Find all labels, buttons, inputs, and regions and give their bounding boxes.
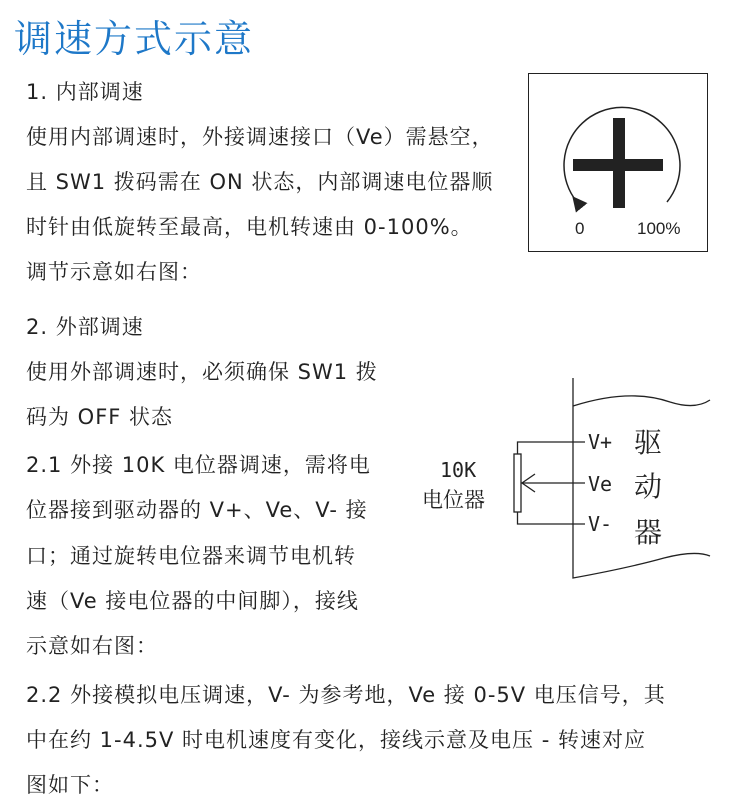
- terminal-ve: Ve: [588, 472, 613, 496]
- wire-vplus: [518, 442, 586, 454]
- section1-line-3: 时针由低旋转至最高，电机转速由 0-100%。: [26, 215, 473, 239]
- sub2-line-2: 中在约 1-4.5V 时电机速度有变化，接线示意及电压 - 转速对应: [26, 728, 646, 752]
- sub2-line-1: 2.2 外接模拟电压调速，V- 为参考地，Ve 接 0-5V 电压信号，其: [26, 683, 666, 707]
- wire-vminus: [518, 512, 586, 524]
- section1-heading: 1. 内部调速: [26, 80, 144, 104]
- sub1-line-1: 2.1 外接 10K 电位器调速，需将电: [26, 453, 371, 477]
- wiring-diagram: [410, 378, 720, 583]
- sub2-line-3: 图如下：: [26, 773, 114, 797]
- driver-top-wave: [573, 396, 710, 406]
- pot-label-10k: 10K: [440, 458, 477, 482]
- pot-label-name: 电位器: [422, 488, 485, 512]
- knob-horizontal-bar: [573, 159, 663, 171]
- section1-line-4: 调节示意如右图：: [26, 260, 202, 284]
- knob-min-label: 0: [575, 219, 585, 238]
- driver-char-3: 器: [634, 516, 663, 549]
- section2-line-2: 码为 OFF 状态: [26, 405, 174, 429]
- knob-diagram-svg: [529, 74, 707, 251]
- terminal-vplus: V+: [588, 430, 613, 454]
- sub1-line-3: 口；通过旋转电位器来调节电机转: [26, 544, 356, 568]
- knob-diagram: [528, 73, 708, 252]
- potentiometer-body: [514, 454, 521, 512]
- sub1-line-5: 示意如右图：: [26, 634, 158, 658]
- sub1-line-4: 速（Ve 接电位器的中间脚），接线: [26, 589, 359, 613]
- section2-line-1: 使用外部调速时，必须确保 SW1 拨: [26, 360, 378, 384]
- driver-char-2: 动: [634, 470, 663, 503]
- section1-line-2: 且 SW1 拨码需在 ON 状态，内部调速电位器顺: [26, 170, 494, 194]
- page-title: 调速方式示意: [14, 17, 255, 61]
- sub1-line-2: 位器接到驱动器的 V+、Ve、V- 接: [26, 498, 368, 522]
- knob-max-label: 100%: [637, 219, 681, 238]
- section2-heading: 2. 外部调速: [26, 315, 144, 339]
- driver-char-1: 驱: [634, 426, 663, 459]
- terminal-vminus: V-: [588, 512, 613, 536]
- section1-line-1: 使用内部调速时，外接调速接口（Ve）需悬空，: [26, 125, 494, 149]
